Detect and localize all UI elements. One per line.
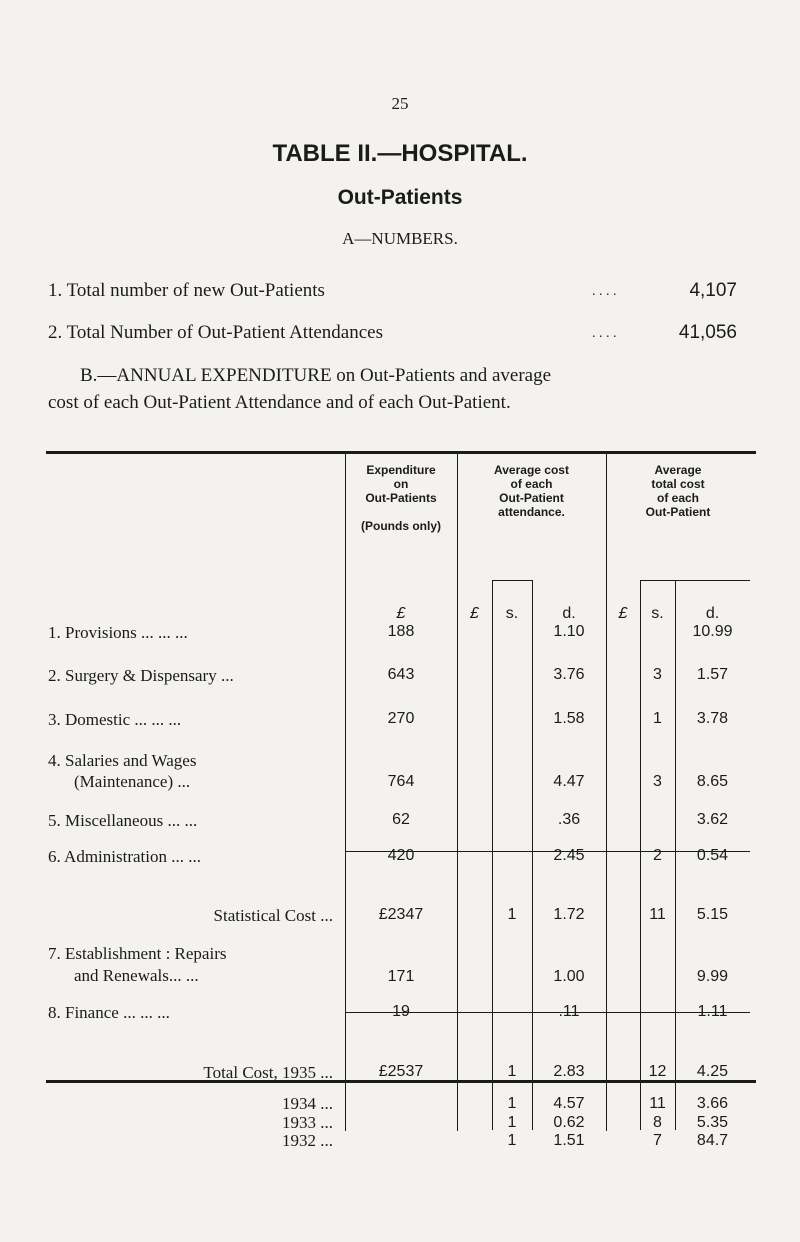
total-exp: £2537 [378,1063,424,1080]
statistical-label: Statistical Cost ... [213,906,333,925]
year-t-d: 3.66 [696,1095,729,1112]
row-t-s: 1 [653,710,662,727]
unit-t-d: d. [705,605,720,622]
statistical-exp: £2347 [378,906,424,923]
year-a-d: 0.62 [553,1114,585,1131]
row-label: 7. Establishment : Repairs [48,944,227,963]
section-b-line-1: B.—ANNUAL EXPENDITURE on Out-Patients and average [80,365,552,386]
row-t-d: 1.11 [697,1003,728,1020]
row-t-d: 8.65 [696,773,729,790]
numbers-value-2: 41,056 [678,322,737,343]
section-a-heading: A—NUMBERS. [342,229,458,248]
row-label: 8. Finance ... ... ... [48,1003,170,1022]
subheader-rule-t [640,580,750,581]
row-label: 2. Surgery & Dispensary ... [48,666,234,685]
row-label: 3. Domestic ... ... ... [48,710,182,729]
row-t-d: 1.57 [696,666,729,683]
row-t-d: 3.78 [696,710,729,727]
numbers-value-1: 4,107 [689,280,737,301]
row-a-d: 1.00 [553,968,585,985]
row-exp: 420 [387,847,415,864]
year-t-s: 7 [653,1132,662,1149]
year-a-d: 4.57 [553,1095,585,1112]
unit-a-l: £ [470,605,479,622]
row-label: 1. Provisions ... ... ... [48,623,188,642]
vline-col-a-s [492,580,493,1130]
vline-col-avg [457,451,458,1131]
total-a-d: 2.83 [553,1063,585,1080]
numbers-dots-1: . . . . [592,284,617,299]
total-label: Total Cost, 1935 ... [203,1063,333,1082]
unit-t-s: s. [651,605,664,622]
row-t-d: 0.54 [696,847,729,864]
row-exp: 19 [392,1003,410,1020]
row-t-s: 2 [653,847,662,864]
row-label: 5. Miscellaneous ... ... [48,811,198,830]
row-t-d: 10.99 [692,623,733,640]
row-t-s: 3 [653,773,662,790]
statistical-t-d: 5.15 [696,906,729,923]
total-a-s: 1 [507,1063,517,1080]
row-label: 6. Administration ... ... [48,847,201,866]
row-a-d: 3.76 [553,666,585,683]
vline-col-exp [345,451,346,1131]
row-a-d: .11 [558,1003,580,1020]
subheader-rule-a [492,580,532,581]
row-a-d: 2.45 [553,847,585,864]
numbers-dots-2: . . . . [592,326,617,341]
row-a-d: 1.58 [553,710,585,727]
header-expenditure: Expenditure on Out-Patients (Pounds only) [361,463,441,533]
section-b-line-2: cost of each Out-Patient Attendance and of each Out-Patient. [48,392,511,413]
numbers-label-1: 1. Total number of new Out-Patients [48,280,325,301]
row-label: 4. Salaries and Wages [48,751,197,770]
statistical-a-s: 1 [507,906,517,923]
total-t-s: 12 [648,1063,667,1080]
row-a-d: .36 [557,811,581,828]
row-exp: 764 [387,773,415,790]
row-exp: 270 [387,710,415,727]
year-a-s: 1 [507,1095,517,1112]
vline-col-total [606,451,607,1131]
year-t-d: 84.7 [696,1132,729,1149]
row-a-d: 4.47 [553,773,585,790]
unit-t-l: £ [618,605,628,622]
year-a-s: 1 [507,1132,517,1149]
year-t-d: 5.35 [696,1114,729,1131]
row-exp: 643 [387,666,415,683]
year-a-d: 1.51 [553,1132,585,1149]
row-t-s: 3 [653,666,662,683]
header-avg-attendance: Average cost of each Out-Patient attendance. [494,463,569,519]
header-avg-total: Average total cost of each Out-Patient [645,463,711,519]
row-exp: 171 [387,968,415,985]
table-subtitle: Out-Patients [337,186,463,209]
year-label: 1934 ... [282,1094,333,1113]
row-t-d: 3.62 [696,811,729,828]
row-exp: 188 [387,623,415,640]
row-label-cont: and Renewals... ... [74,966,199,985]
statistical-t-s: 11 [649,906,666,923]
year-t-s: 8 [653,1114,662,1131]
unit-a-d: d. [562,605,576,622]
table-title: TABLE II.—HOSPITAL. [272,140,528,167]
row-t-d: 9.99 [696,968,729,985]
row-label-cont: (Maintenance) ... [74,772,191,791]
statistical-a-d: 1.72 [553,906,585,923]
unit-a-s: s. [505,605,519,622]
year-t-s: 11 [649,1095,666,1112]
year-label: 1932 ... [282,1131,333,1150]
page-number: 25 [391,94,409,113]
year-label: 1933 ... [282,1113,333,1132]
row-a-d: 1.10 [553,623,585,640]
row-exp: 62 [392,811,410,828]
table-top-rule [46,451,756,454]
numbers-label-2: 2. Total Number of Out-Patient Attendances [48,322,383,343]
year-a-s: 1 [507,1114,517,1131]
total-t-d: 4.25 [696,1063,729,1080]
unit-exp: £ [396,605,406,622]
